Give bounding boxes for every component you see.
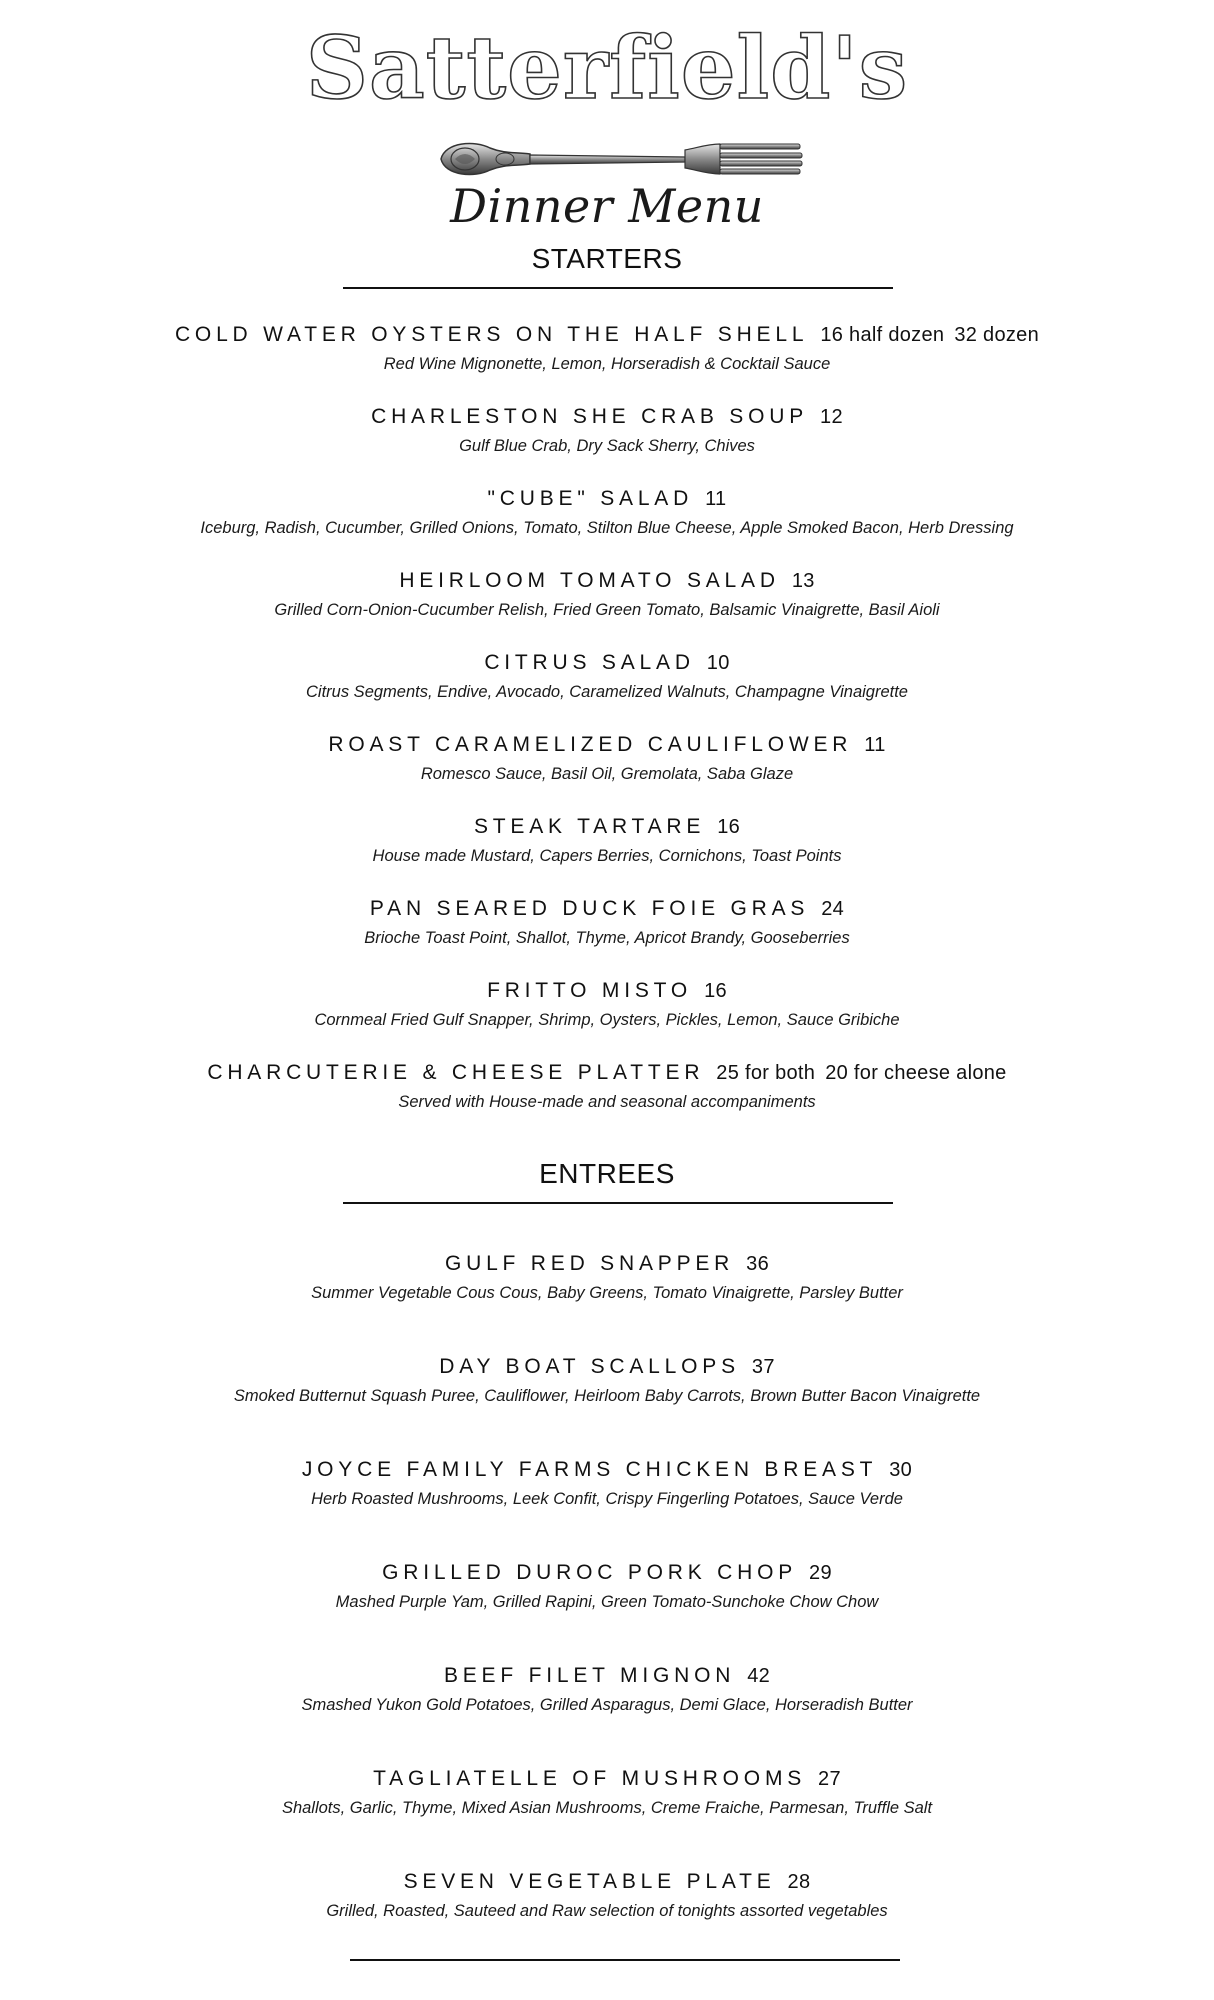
item-price: 20 for cheese alone <box>825 1062 1007 1084</box>
item-name: HEIRLOOM TOMATO SALAD <box>399 569 780 592</box>
fork-icon <box>435 134 805 184</box>
item-description: Cornmeal Fried Gulf Snapper, Shrimp, Oysters, Pickles, Lemon, Sauce Gribiche <box>314 1011 900 1029</box>
entrees-divider <box>343 1202 893 1204</box>
menu-item <box>0 568 1214 621</box>
menu-item <box>0 1766 1214 1819</box>
menu-item <box>0 404 1214 457</box>
restaurant-name: Satterfield's <box>305 18 909 119</box>
item-name: BEEF FILET MIGNON <box>443 1664 736 1687</box>
item-price: 11 <box>705 488 727 510</box>
menu-item <box>0 814 1214 867</box>
menu-item <box>0 1663 1214 1716</box>
item-name: COLD WATER OYSTERS ON THE HALF SHELL <box>174 323 809 346</box>
item-description: Mashed Purple Yam, Grilled Rapini, Green Tomato-Sunchoke Chow Chow <box>335 1593 879 1611</box>
menu-item <box>0 978 1214 1031</box>
item-description: Citrus Segments, Endive, Avocado, Caramelized Walnuts, Champagne Vinaigrette <box>306 683 908 701</box>
item-price: 36 <box>746 1253 770 1275</box>
item-price: 12 <box>820 406 843 428</box>
item-description: Shallots, Garlic, Thyme, Mixed Asian Mushrooms, Creme Fraiche, Parmesan, Truffle Salt <box>281 1799 933 1817</box>
item-name: CHARLESTON SHE CRAB SOUP <box>371 405 809 428</box>
item-price: 16 <box>704 980 727 1002</box>
item-price: 16 <box>717 816 741 838</box>
item-description: Herb Roasted Mushrooms, Leek Confit, Crispy Fingerling Potatoes, Sauce Verde <box>311 1490 903 1508</box>
menu-item <box>0 896 1214 949</box>
item-price: 27 <box>818 1768 841 1790</box>
item-name: STEAK TARTARE <box>473 815 706 838</box>
item-name: DAY BOAT SCALLOPS <box>439 1355 740 1378</box>
item-name: SEVEN VEGETABLE PLATE <box>403 1870 776 1893</box>
entrees-heading: ENTREES <box>539 1158 675 1189</box>
item-name: "CUBE" SALAD <box>487 487 694 510</box>
item-description: Romesco Sauce, Basil Oil, Gremolata, Saba Glaze <box>420 765 794 783</box>
item-name: GRILLED DUROC PORK CHOP <box>382 1561 798 1584</box>
item-description: Brioche Toast Point, Shallot, Thyme, Apricot Brandy, Gooseberries <box>364 929 850 947</box>
menu-item <box>0 732 1214 785</box>
item-description: Served with House-made and seasonal accompaniments <box>398 1093 816 1111</box>
menu-item <box>0 322 1214 375</box>
item-price: 25 for both <box>716 1062 816 1084</box>
item-description: Smoked Butternut Squash Puree, Cauliflower, Heirloom Baby Carrots, Brown Butter Bacon Vinaigrette <box>233 1387 981 1405</box>
item-name: GULF RED SNAPPER <box>444 1252 735 1275</box>
item-description: House made Mustard, Capers Berries, Cornichons, Toast Points <box>372 847 842 865</box>
menu-subtitle: Dinner Menu <box>450 179 764 233</box>
menu-item <box>0 650 1214 703</box>
menu-item <box>0 1060 1214 1113</box>
item-name: CITRUS SALAD <box>484 651 695 674</box>
item-price: 42 <box>747 1665 771 1687</box>
item-price: 28 <box>787 1871 811 1893</box>
item-price: 37 <box>751 1356 775 1378</box>
item-price: 30 <box>889 1459 913 1481</box>
item-price: 32 dozen <box>954 324 1040 346</box>
starters-divider <box>343 287 893 289</box>
item-description: Gulf Blue Crab, Dry Sack Sherry, Chives <box>459 437 755 455</box>
item-description: Grilled Corn-Onion-Cucumber Relish, Fried Green Tomato, Balsamic Vinaigrette, Basil Aioli <box>274 601 940 619</box>
item-name: PAN SEARED DUCK FOIE GRAS <box>369 897 810 920</box>
menu-item <box>0 1354 1214 1407</box>
item-name: FRITTO MISTO <box>487 979 693 1002</box>
item-name: TAGLIATELLE OF MUSHROOMS <box>373 1767 807 1790</box>
starters-heading: STARTERS <box>531 243 683 274</box>
menu-item <box>0 1457 1214 1510</box>
footer-divider <box>350 1959 900 1961</box>
item-name: ROAST CARAMELIZED CAULIFLOWER <box>328 733 853 756</box>
menu-item <box>0 486 1214 539</box>
menu-item <box>0 1869 1214 1922</box>
menu-item <box>0 1251 1214 1304</box>
item-price: 24 <box>821 898 845 920</box>
menu-item <box>0 1560 1214 1613</box>
logo <box>0 14 1214 184</box>
item-description: Summer Vegetable Cous Cous, Baby Greens, Tomato Vinaigrette, Parsley Butter <box>311 1284 903 1302</box>
item-price: 16 half dozen <box>820 324 945 346</box>
item-name: CHARCUTERIE & CHEESE PLATTER <box>207 1061 705 1084</box>
item-description: Grilled, Roasted, Sauteed and Raw selection of tonights assorted vegetables <box>326 1902 888 1920</box>
item-description: Red Wine Mignonette, Lemon, Horseradish & Cocktail Sauce <box>383 355 831 373</box>
item-name: JOYCE FAMILY FARMS CHICKEN BREAST <box>301 1458 878 1481</box>
item-description: Iceburg, Radish, Cucumber, Grilled Onions, Tomato, Stilton Blue Cheese, Apple Smoked Bacon, Herb Dressing <box>200 519 1014 537</box>
item-description: Smashed Yukon Gold Potatoes, Grilled Asparagus, Demi Glace, Horseradish Butter <box>301 1696 913 1714</box>
item-price: 29 <box>809 1562 832 1584</box>
item-price: 13 <box>791 570 815 592</box>
item-price: 10 <box>706 652 730 674</box>
item-price: 11 <box>864 734 886 756</box>
